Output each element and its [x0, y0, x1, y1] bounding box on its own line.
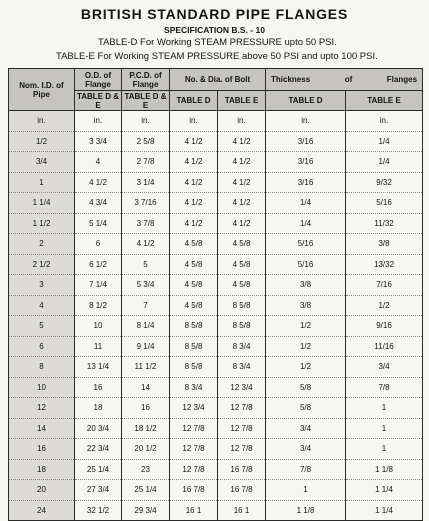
cell-bolt-e: 12 7/8 [218, 439, 266, 460]
cell-thickness-e: 3/4 [346, 357, 423, 378]
cell-thickness-d: 1/4 [266, 213, 346, 234]
header-bolt: No. & Dia. of Bolt [170, 69, 266, 91]
cell-thickness-e: 1 [346, 398, 423, 419]
cell-bolt-d: 12 7/8 [170, 418, 218, 439]
header-thickness-word: Thickness [271, 75, 311, 84]
cell-od: 6 1/2 [75, 254, 122, 275]
cell-bolt-e: 4 1/2 [218, 213, 266, 234]
table-row [9, 439, 423, 460]
header-od: O.D. of Flange [75, 69, 122, 91]
cell-nom-id: 6 [9, 336, 75, 357]
cell-nom-id: 2 [9, 234, 75, 255]
cell-bolt-e: 4 5/8 [218, 275, 266, 296]
cell-bolt-d: 8 5/8 [170, 316, 218, 337]
cell-thickness-e: 1 [346, 439, 423, 460]
cell-bolt-d: 4 5/8 [170, 295, 218, 316]
table-row [9, 254, 423, 275]
cell-od: 27 3/4 [75, 480, 122, 501]
cell-od: 22 3/4 [75, 439, 122, 460]
cell-bolt-e: 8 3/4 [218, 357, 266, 378]
cell-thickness-d: 1/2 [266, 336, 346, 357]
table-row [9, 234, 423, 255]
table-d-note: TABLE-D For Working STEAM PRESSURE upto 50 PSI. [98, 37, 337, 48]
cell-od: 13 1/4 [75, 357, 122, 378]
table-row [9, 275, 423, 296]
cell-nom-id: 24 [9, 500, 75, 521]
cell-bolt-d: 4 1/2 [170, 213, 218, 234]
cell-thickness-e: in. [346, 111, 423, 132]
cell-bolt-d: 4 1/2 [170, 193, 218, 214]
cell-thickness-d: 3/8 [266, 295, 346, 316]
table-body [9, 111, 423, 521]
cell-pcd: 29 3/4 [122, 500, 170, 521]
header-thickness [266, 69, 423, 91]
cell-pcd: 3 7/8 [122, 213, 170, 234]
cell-bolt-d: 16 7/8 [170, 480, 218, 501]
cell-bolt-d: 4 1/2 [170, 172, 218, 193]
cell-od: 3 3/4 [75, 131, 122, 152]
cell-od: 4 [75, 152, 122, 173]
table-row [9, 336, 423, 357]
cell-bolt-e: 16 1 [218, 500, 266, 521]
cell-thickness-d: 1 [266, 480, 346, 501]
cell-thickness-d: 3/16 [266, 172, 346, 193]
cell-bolt-e: 4 1/2 [218, 131, 266, 152]
cell-nom-id: 1 1/2 [9, 213, 75, 234]
cell-pcd: 25 1/4 [122, 480, 170, 501]
cell-thickness-e: 1 1/4 [346, 480, 423, 501]
cell-thickness-e: 3/8 [346, 234, 423, 255]
flange-table [8, 68, 423, 521]
cell-nom-id: 14 [9, 418, 75, 439]
cell-thickness-e: 7/16 [346, 275, 423, 296]
subheader-bolt-e: TABLE E [218, 91, 266, 111]
cell-bolt-e: 4 1/2 [218, 152, 266, 173]
table-row [9, 295, 423, 316]
table-row [9, 213, 423, 234]
header-pcd: P.C.D. of Flange [122, 69, 170, 91]
cell-bolt-e: 4 5/8 [218, 254, 266, 275]
cell-thickness-e: 9/32 [346, 172, 423, 193]
cell-nom-id: 3 [9, 275, 75, 296]
table-row [9, 193, 423, 214]
cell-pcd: 3 7/16 [122, 193, 170, 214]
cell-bolt-e: 12 7/8 [218, 398, 266, 419]
cell-pcd: 14 [122, 377, 170, 398]
cell-pcd: 11 1/2 [122, 357, 170, 378]
cell-pcd: 18 1/2 [122, 418, 170, 439]
cell-bolt-d: 12 7/8 [170, 459, 218, 480]
cell-pcd: 4 1/2 [122, 234, 170, 255]
header-thickness-of: of [344, 75, 353, 84]
cell-nom-id: 8 [9, 357, 75, 378]
cell-thickness-d: 3/8 [266, 275, 346, 296]
subheader-od: TABLE D & E [75, 91, 122, 111]
table-row [9, 111, 423, 132]
cell-nom-id: in. [9, 111, 75, 132]
subheader-bolt-d: TABLE D [170, 91, 218, 111]
cell-pcd: 16 [122, 398, 170, 419]
cell-nom-id: 1 1/4 [9, 193, 75, 214]
cell-od: 11 [75, 336, 122, 357]
header-nom-id: Nom. I.D. of Pipe [9, 69, 75, 111]
cell-bolt-d: 8 3/4 [170, 377, 218, 398]
cell-thickness-e: 9/16 [346, 316, 423, 337]
cell-thickness-d: 5/8 [266, 398, 346, 419]
cell-nom-id: 12 [9, 398, 75, 419]
cell-nom-id: 2 1/2 [9, 254, 75, 275]
cell-thickness-d: 1/4 [266, 193, 346, 214]
cell-thickness-e: 13/32 [346, 254, 423, 275]
cell-bolt-d: 4 5/8 [170, 234, 218, 255]
cell-bolt-e: 16 7/8 [218, 459, 266, 480]
cell-bolt-e: 4 5/8 [218, 234, 266, 255]
table-row [9, 398, 423, 419]
cell-bolt-e: 8 5/8 [218, 316, 266, 337]
cell-pcd: 2 7/8 [122, 152, 170, 173]
cell-thickness-e: 11/16 [346, 336, 423, 357]
cell-bolt-e: 4 1/2 [218, 193, 266, 214]
cell-thickness-d: 3/16 [266, 131, 346, 152]
cell-pcd: 8 1/4 [122, 316, 170, 337]
table-row [9, 418, 423, 439]
cell-od: 4 1/2 [75, 172, 122, 193]
cell-bolt-d: 4 1/2 [170, 152, 218, 173]
cell-bolt-d: 4 5/8 [170, 275, 218, 296]
cell-pcd: 9 1/4 [122, 336, 170, 357]
cell-nom-id: 3/4 [9, 152, 75, 173]
cell-bolt-d: in. [170, 111, 218, 132]
specification-label: SPECIFICATION B.S. - 10 [164, 25, 265, 35]
subheader-thickness-e: TABLE E [346, 91, 423, 111]
table-row [9, 480, 423, 501]
cell-thickness-d: 5/16 [266, 254, 346, 275]
cell-pcd: 5 [122, 254, 170, 275]
cell-thickness-d: 7/8 [266, 459, 346, 480]
subheader-pcd: TABLE D & E [122, 91, 170, 111]
cell-od: 18 [75, 398, 122, 419]
cell-thickness-e: 1/4 [346, 131, 423, 152]
document-title: BRITISH STANDARD PIPE FLANGES [80, 6, 349, 22]
cell-thickness-d: 1/2 [266, 316, 346, 337]
cell-nom-id: 18 [9, 459, 75, 480]
cell-bolt-d: 12 7/8 [170, 439, 218, 460]
cell-nom-id: 4 [9, 295, 75, 316]
cell-bolt-e: 12 7/8 [218, 418, 266, 439]
cell-od: 10 [75, 316, 122, 337]
cell-thickness-e: 1/2 [346, 295, 423, 316]
cell-od: 32 1/2 [75, 500, 122, 521]
table-row [9, 357, 423, 378]
cell-bolt-d: 8 5/8 [170, 357, 218, 378]
cell-thickness-e: 5/16 [346, 193, 423, 214]
cell-bolt-d: 8 5/8 [170, 336, 218, 357]
cell-bolt-d: 16 1 [170, 500, 218, 521]
cell-thickness-d: 5/16 [266, 234, 346, 255]
cell-bolt-d: 4 5/8 [170, 254, 218, 275]
cell-thickness-e: 1 [346, 418, 423, 439]
cell-pcd: 7 [122, 295, 170, 316]
cell-od: 7 1/4 [75, 275, 122, 296]
cell-pcd: 2 5/8 [122, 131, 170, 152]
cell-od: in. [75, 111, 122, 132]
cell-pcd: in. [122, 111, 170, 132]
cell-nom-id: 1/2 [9, 131, 75, 152]
cell-od: 16 [75, 377, 122, 398]
cell-nom-id: 5 [9, 316, 75, 337]
table-row [9, 377, 423, 398]
cell-bolt-e: 4 1/2 [218, 172, 266, 193]
cell-bolt-d: 12 3/4 [170, 398, 218, 419]
cell-thickness-e: 1/4 [346, 152, 423, 173]
cell-bolt-e: 8 3/4 [218, 336, 266, 357]
cell-thickness-e: 1 1/4 [346, 500, 423, 521]
table-row [9, 459, 423, 480]
cell-pcd: 5 3/4 [122, 275, 170, 296]
cell-od: 8 1/2 [75, 295, 122, 316]
table-row [9, 500, 423, 521]
table-row [9, 152, 423, 173]
cell-bolt-e: 16 7/8 [218, 480, 266, 501]
cell-od: 5 1/4 [75, 213, 122, 234]
cell-nom-id: 1 [9, 172, 75, 193]
cell-pcd: 23 [122, 459, 170, 480]
cell-thickness-e: 1 1/8 [346, 459, 423, 480]
cell-od: 4 3/4 [75, 193, 122, 214]
cell-thickness-d: 1 1/8 [266, 500, 346, 521]
cell-thickness-d: in. [266, 111, 346, 132]
cell-pcd: 3 1/4 [122, 172, 170, 193]
cell-thickness-d: 3/4 [266, 439, 346, 460]
cell-thickness-d: 5/8 [266, 377, 346, 398]
cell-pcd: 20 1/2 [122, 439, 170, 460]
cell-nom-id: 10 [9, 377, 75, 398]
cell-thickness-d: 3/4 [266, 418, 346, 439]
cell-thickness-d: 1/2 [266, 357, 346, 378]
cell-thickness-e: 7/8 [346, 377, 423, 398]
cell-od: 25 1/4 [75, 459, 122, 480]
cell-bolt-e: 8 5/8 [218, 295, 266, 316]
cell-od: 20 3/4 [75, 418, 122, 439]
cell-od: 6 [75, 234, 122, 255]
cell-bolt-d: 4 1/2 [170, 131, 218, 152]
cell-bolt-e: in. [218, 111, 266, 132]
table-e-note: TABLE-E For Working STEAM PRESSURE above 50 PSI and upto 100 PSI. [56, 51, 378, 62]
cell-thickness-d: 3/16 [266, 152, 346, 173]
cell-thickness-e: 11/32 [346, 213, 423, 234]
cell-nom-id: 20 [9, 480, 75, 501]
table-row [9, 131, 423, 152]
table-row [9, 172, 423, 193]
header-thickness-flanges: Flanges [386, 75, 418, 84]
cell-bolt-e: 12 3/4 [218, 377, 266, 398]
subheader-thickness-d: TABLE D [266, 91, 346, 111]
cell-nom-id: 16 [9, 439, 75, 460]
table-row [9, 316, 423, 337]
